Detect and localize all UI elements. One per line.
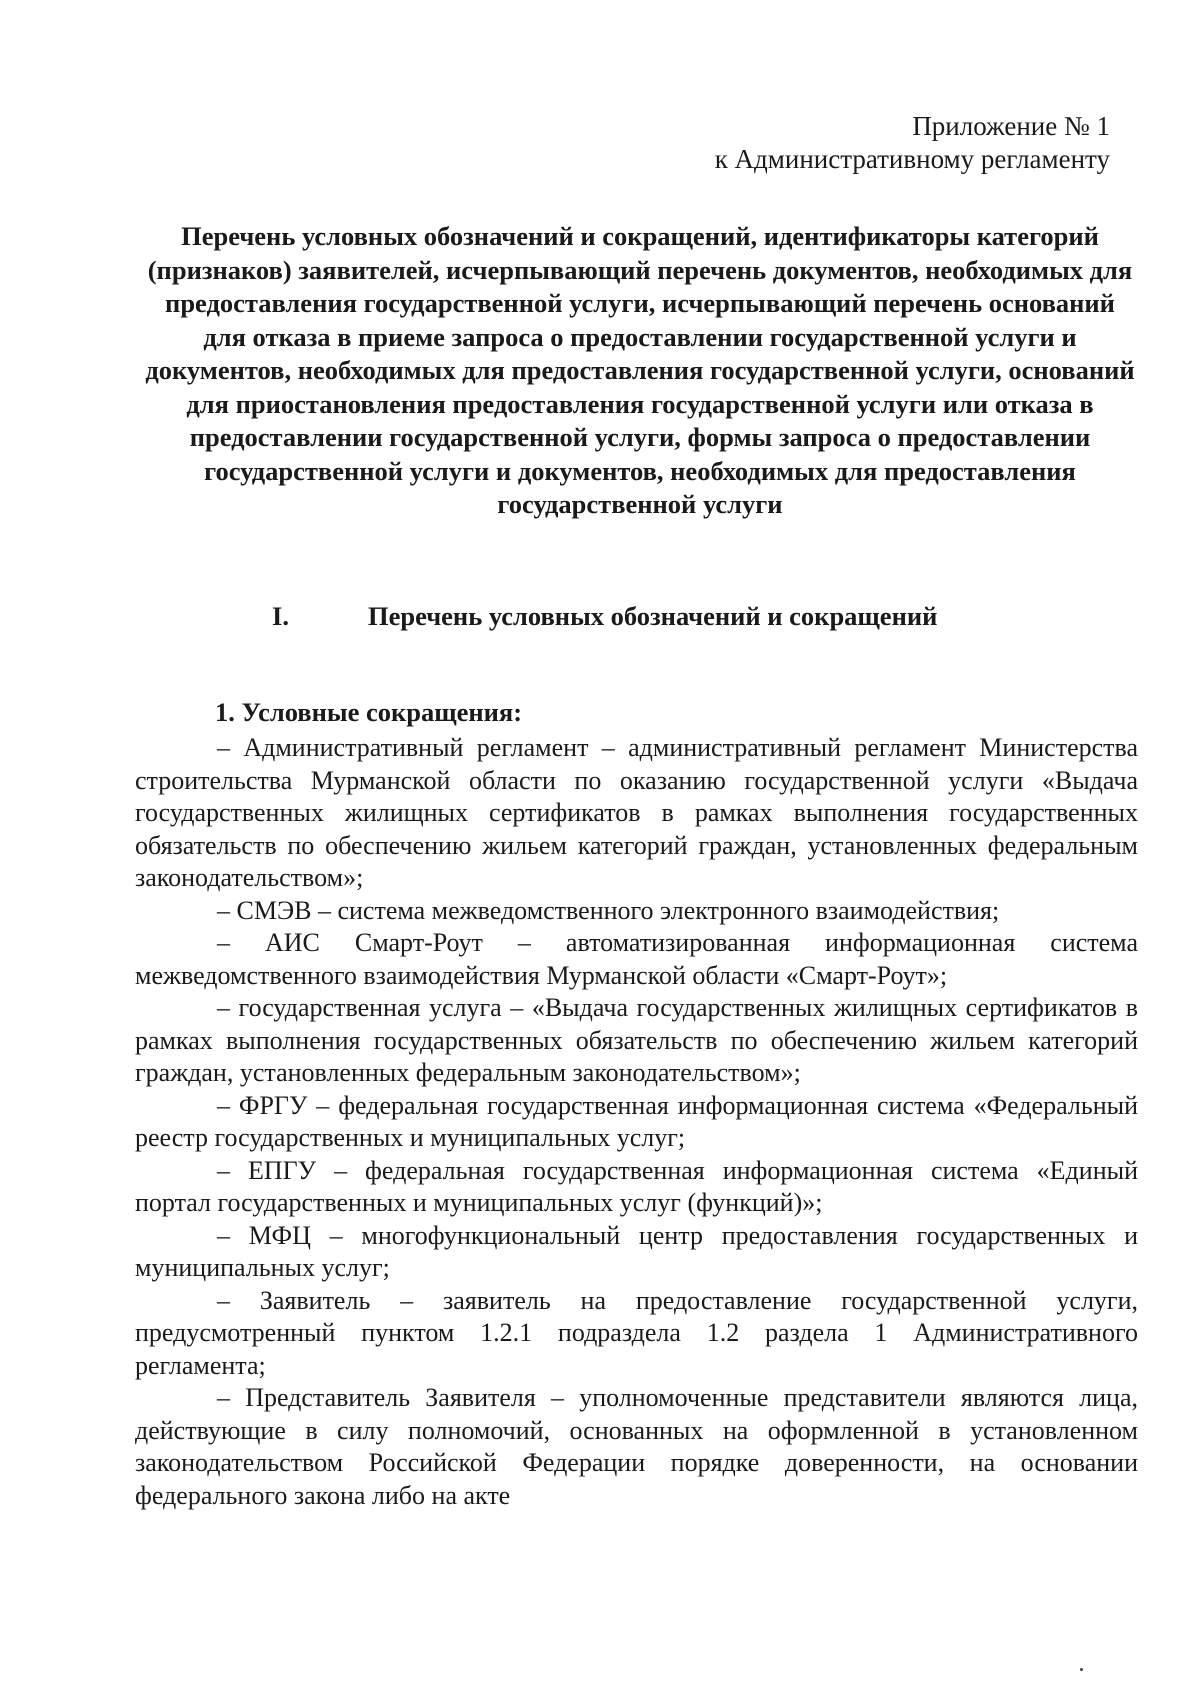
list-item: – Административный регламент – административный регламент Министерства строительства Мурманской области по оказанию государственной услуги «Выдача государственных жилищных сертификатов в рамках выполнения государственных обязательств по обеспечению жильем категорий граждан, установленных федеральным законодательством»;	[135, 733, 1138, 892]
list-item: – СМЭВ – система межведомственного электронного взаимодействия;	[217, 895, 1000, 925]
subsection-heading: 1. Условные сокращения:	[215, 697, 523, 727]
list-item: – ЕПГУ – федеральная государственная информационная система «Единый портал государственных и муниципальных услуг (функций)»;	[135, 1155, 1138, 1217]
annex-number: Приложение № 1	[912, 111, 1110, 141]
list-item: – Заявитель – заявитель на предоставление государственной услуги, предусмотренный пунктом 1.2.1 подраздела 1.2 раздела 1 Административного регламента;	[135, 1285, 1138, 1380]
annex-reference: к Административному регламенту	[714, 144, 1110, 174]
section-heading	[272, 600, 1072, 633]
list-item: – АИС Смарт-Роут – автоматизированная информационная система межведомственного взаимодействия Мурманской области «Смарт-Роут»;	[135, 928, 1138, 990]
section-number: I.	[272, 601, 289, 631]
document-title: Перечень условных обозначений и сокращений, идентификаторы категорий (признаков) заявителей, исчерпывающий перечень документов, необходимых для предоставления государственной услуги, исчерпывающий перечень оснований для отказа в приеме запроса о предоставлении государственной услуги и документов, необходимых для предоставления государственной услуги, оснований для приостановления предоставления государственной услуги или отказа в предоставлении государственной услуги, формы запроса о предоставлении государственной услуги и документов, необходимых для предоставления государственной услуги	[145, 221, 1135, 519]
abbreviations-list	[135, 732, 1138, 1512]
list-item: – государственная услуга – «Выдача государственных жилищных сертификатов в рамках выполнения государственных обязательств по обеспечению жильем категорий граждан, установленных федеральным законодательством»;	[135, 993, 1138, 1087]
list-item: – ФРГУ – федеральная государственная информационная система «Федеральный реестр государственных и муниципальных услуг;	[135, 1090, 1138, 1152]
annex-header	[715, 110, 1110, 176]
list-item: – Представитель Заявителя – уполномоченные представители являются лица, действующие в силу полномочий, основанных на оформленной в установленном законодательством Российской Федерации порядке доверенности, на основании федерального закона либо на акте	[135, 1383, 1138, 1510]
scan-speck	[1080, 1668, 1083, 1671]
list-item: – МФЦ – многофункциональный центр предоставления государственных и муниципальных услуг;	[135, 1220, 1138, 1282]
section-title: Перечень условных обозначений и сокращений	[368, 601, 938, 631]
